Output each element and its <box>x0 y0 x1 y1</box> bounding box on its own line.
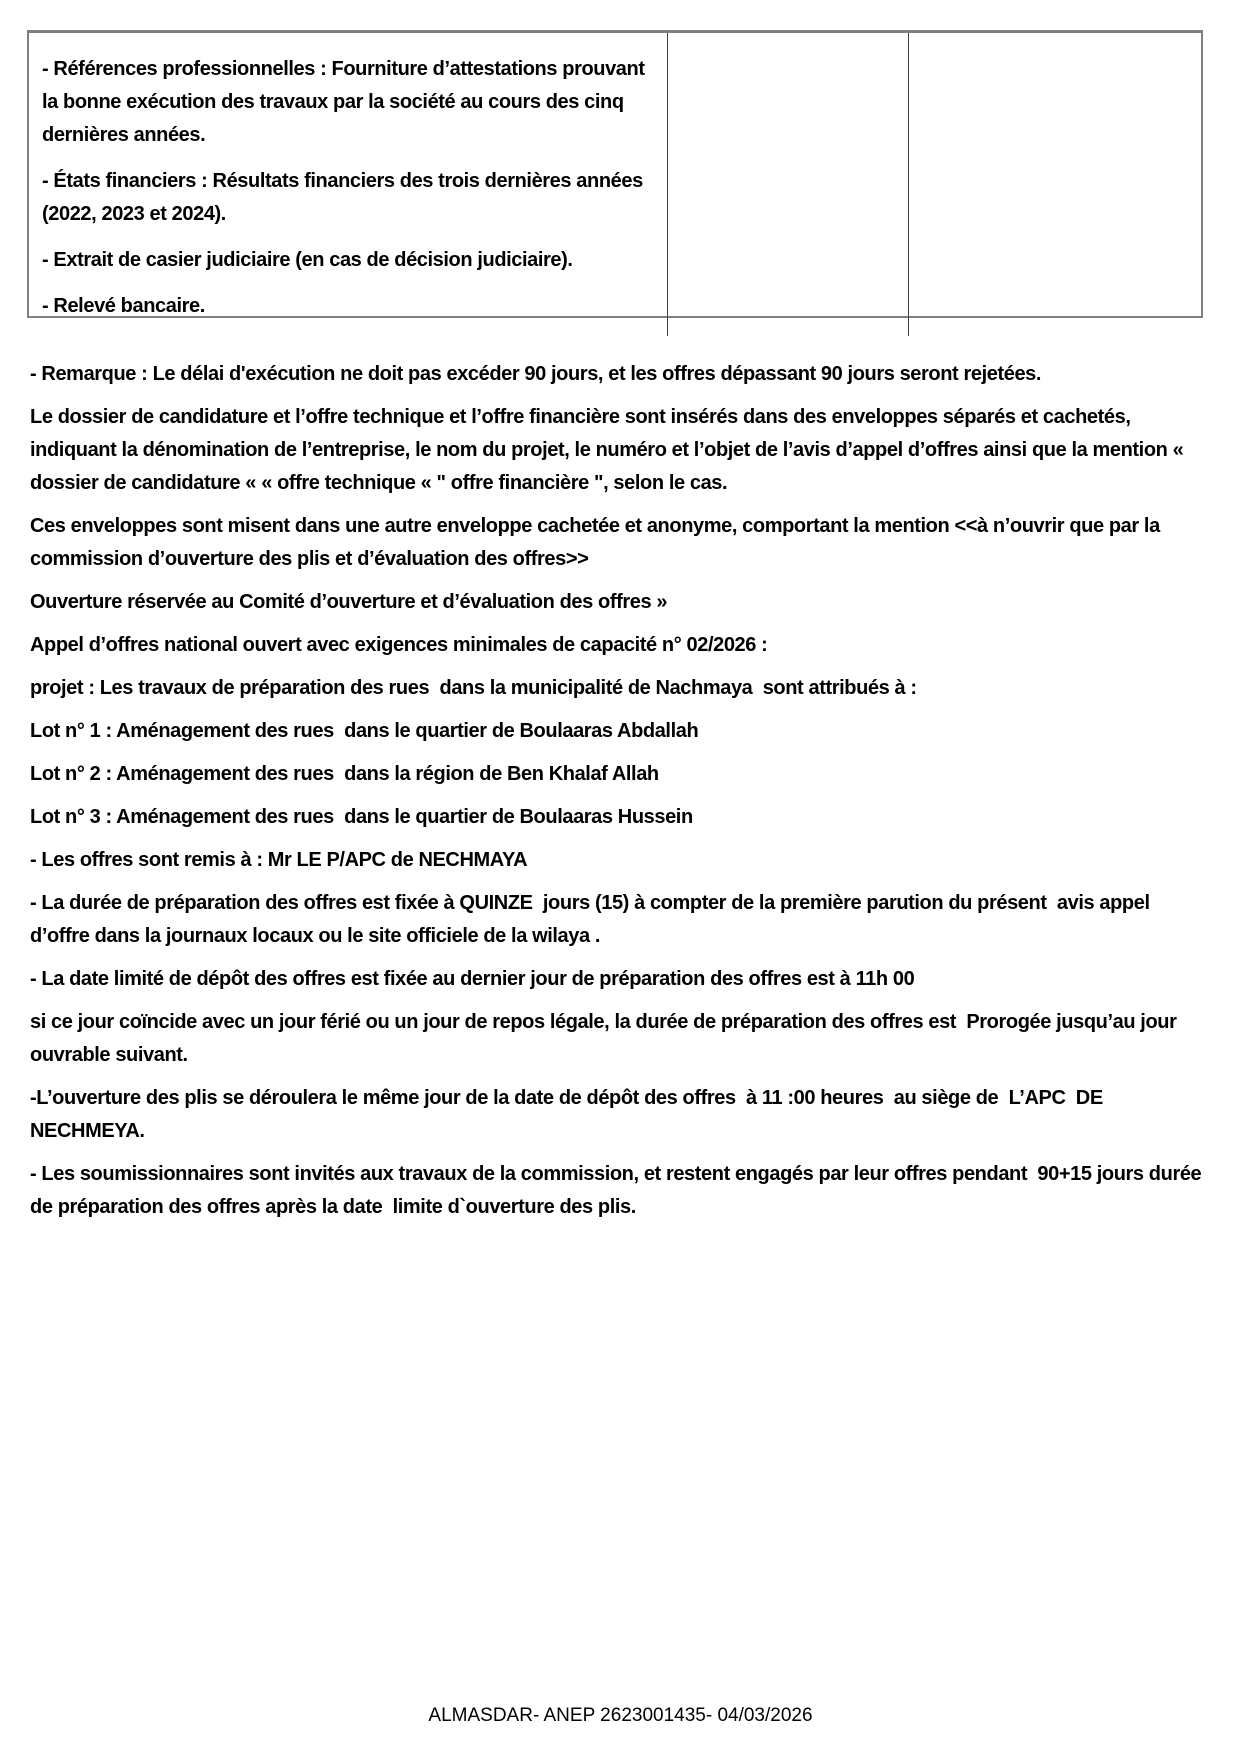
paragraph-appel-offres-national: Appel d’offres national ouvert avec exigences minimales de capacité n° 02/2026 : <box>30 634 768 656</box>
requirement-extrait-casier-judiciaire: - Extrait de casier judiciaire (en cas de décision judiciaire). <box>42 249 573 271</box>
paragraph-remise-offres: - Les offres sont remis à : Mr LE P/APC de NECHMAYA <box>30 849 528 871</box>
requirement-releve-bancaire: - Relevé bancaire. <box>42 295 205 317</box>
paragraph-jour-ferie: si ce jour coïncide avec un jour férié ou un jour de repos légale, la durée de préparation des offres est Prorogée jusqu’au jour ouvrable suivant. <box>30 1011 1182 1066</box>
requirement-etats-financiers: - États financiers : Résultats financiers des trois dernières années (2022, 2023 et 2024). <box>42 170 648 225</box>
lot-3-line: Lot n° 3 : Aménagement des rues dans le quartier de Boulaaras Hussein <box>30 806 693 828</box>
anep-imprint: ALMASDAR- ANEP 2623001435- 04/03/2026 <box>428 1705 813 1726</box>
paragraph-enveloppes: Ces enveloppes sont misent dans une autre enveloppe cachetée et anonyme, comportant la mention <<à n’ouvrir que par la commission d’ouverture des plis et d’évaluation des offres>> <box>30 515 1165 570</box>
paragraph-ouverture-plis: -L’ouverture des plis se déroulera le même jour de la date de dépôt des offres à 11 :00 heures au siège de L’APC DE NECHMEYA. <box>30 1087 1108 1142</box>
paragraph-soumissionnaires: - Les soumissionnaires sont invités aux travaux de la commission, et restent engagés par leur offres pendant 90+15 jours durée de préparation des offres après la date limite d`ouverture des plis. <box>30 1163 1207 1218</box>
paragraph-duree-preparation: - La durée de préparation des offres est fixée à QUINZE jours (15) à compter de la première parution du présent avis appel d’offre dans la journaux locaux ou le site officiele de la wilaya . <box>30 892 1155 947</box>
table-cell-empty-middle <box>667 33 908 336</box>
requirements-table <box>27 30 1203 318</box>
table-cell-empty-right <box>908 33 1201 336</box>
lot-1-line: Lot n° 1 : Aménagement des rues dans le quartier de Boulaaras Abdallah <box>30 720 699 742</box>
table-cell-required-documents <box>29 33 667 336</box>
lot-2-line: Lot n° 2 : Aménagement des rues dans la région de Ben Khalaf Allah <box>30 763 659 785</box>
paragraph-projet: projet : Les travaux de préparation des rues dans la municipalité de Nachmaya sont attribués à : <box>30 677 917 699</box>
paragraph-ouverture-reservee: Ouverture réservée au Comité d’ouverture et d’évaluation des offres » <box>30 591 668 613</box>
paragraph-remarque: - Remarque : Le délai d'exécution ne doit pas excéder 90 jours, et les offres dépassant 90 jours seront rejetées. <box>30 363 1042 385</box>
paragraph-date-limite-depot: - La date limité de dépôt des offres est fixée au dernier jour de préparation des offres est à 11h 00 <box>30 968 915 990</box>
requirement-references-professionnelles: - Références professionnelles : Fourniture d’attestations prouvant la bonne exécution des travaux par la société au cours des cinq dernières années. <box>42 58 650 146</box>
notice-body <box>30 358 1210 1234</box>
paragraph-dossier-candidature: Le dossier de candidature et l’offre technique et l’offre financière sont insérés dans des enveloppes séparés et cachetés, indiquant la dénomination de l’entreprise, le nom du projet, le numéro et l’objet de l’avis d’appel d’offres ainsi que la mention « dossier de candidature « « offre technique « " offre financière ", selon le cas. <box>30 406 1189 494</box>
